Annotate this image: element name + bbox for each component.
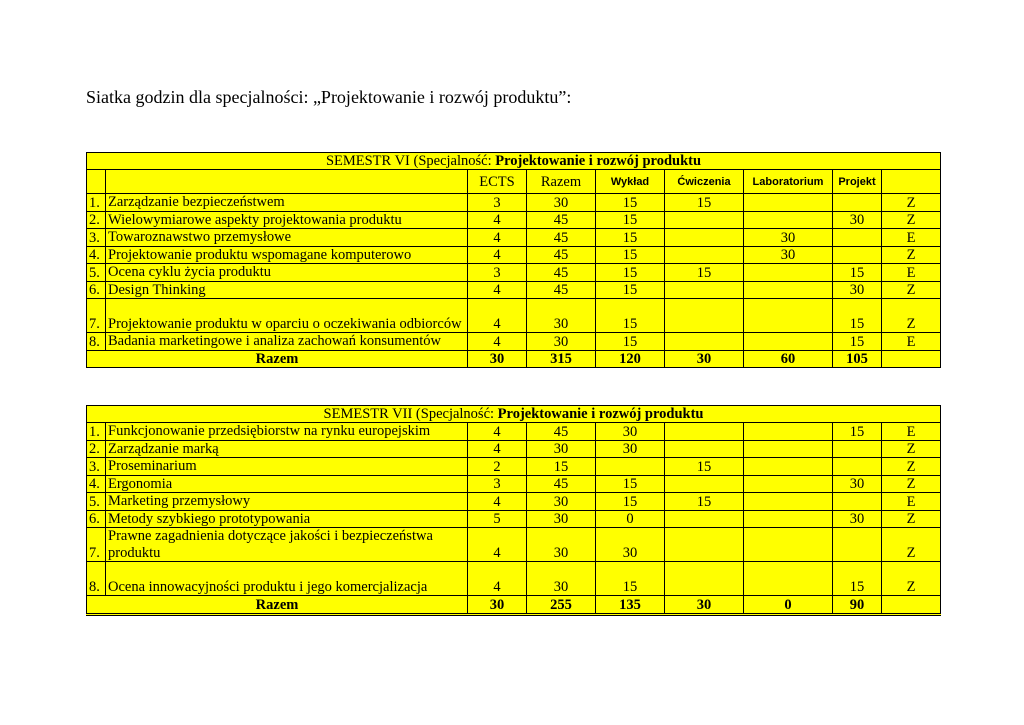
razem-value: 45 (527, 423, 596, 441)
table-row (87, 423, 941, 441)
sum-razem: 255 (527, 596, 596, 614)
razem-value: 15 (527, 458, 596, 476)
semester-6-table (86, 152, 941, 368)
cwiczenia-value (665, 528, 744, 562)
col-cwiczenia: Ćwiczenia (665, 170, 744, 194)
wyklad-value: 15 (596, 194, 665, 212)
subject-name: Marketing przemysłowy (106, 493, 468, 511)
razem-value: 45 (527, 475, 596, 493)
wyklad-value: 15 (596, 493, 665, 511)
sum-razem: 315 (527, 350, 596, 367)
razem-value: 30 (527, 528, 596, 562)
table-row (87, 211, 941, 229)
laboratorium-value (744, 423, 833, 441)
row-number: 4. (87, 246, 106, 264)
table-row (87, 281, 941, 299)
sum-label: Razem (87, 350, 468, 367)
wyklad-value: 15 (596, 299, 665, 333)
ects-value: 4 (468, 333, 527, 351)
ects-value: 4 (468, 281, 527, 299)
projekt-value: 15 (833, 562, 882, 596)
table-row (87, 333, 941, 351)
laboratorium-value (744, 281, 833, 299)
semester-7-rows (87, 423, 941, 596)
row-number: 8. (87, 562, 106, 596)
table-row (87, 475, 941, 493)
projekt-value (833, 440, 882, 458)
cwiczenia-value: 15 (665, 194, 744, 212)
wyklad-value: 15 (596, 475, 665, 493)
razem-value: 30 (527, 562, 596, 596)
zaliczenie-value: Z (882, 458, 941, 476)
ects-value: 3 (468, 194, 527, 212)
subject-name: Projektowanie produktu wspomagane komputerowo (106, 246, 468, 264)
table-row (87, 229, 941, 247)
wyklad-value: 30 (596, 440, 665, 458)
laboratorium-value (744, 493, 833, 511)
row-number: 2. (87, 211, 106, 229)
table-row (87, 528, 941, 562)
wyklad-value (596, 458, 665, 476)
table-row (87, 562, 941, 596)
table-row (87, 299, 941, 333)
ects-value: 4 (468, 229, 527, 247)
cwiczenia-value (665, 229, 744, 247)
subject-name: Zarządzanie bezpieczeństwem (106, 194, 468, 212)
projekt-value (833, 493, 882, 511)
projekt-value: 30 (833, 510, 882, 528)
semester-6-title-bold: Projektowanie i rozwój produktu (495, 153, 702, 170)
wyklad-value: 15 (596, 211, 665, 229)
subject-name: Design Thinking (106, 281, 468, 299)
row-number: 2. (87, 440, 106, 458)
projekt-value (833, 246, 882, 264)
laboratorium-value (744, 528, 833, 562)
laboratorium-value (744, 211, 833, 229)
subject-name: Prawne zagadnienia dotyczące jakości i bezpieczeństwa produktu (106, 528, 468, 562)
semester-6-header (87, 153, 941, 170)
cwiczenia-value (665, 440, 744, 458)
razem-value: 45 (527, 246, 596, 264)
cwiczenia-value (665, 246, 744, 264)
zaliczenie-value: Z (882, 528, 941, 562)
subject-name: Badania marketingowe i analiza zachowań konsumentów (106, 333, 468, 351)
row-number: 8. (87, 333, 106, 351)
wyklad-value: 15 (596, 246, 665, 264)
col-ects: ECTS (468, 170, 527, 194)
laboratorium-value: 30 (744, 246, 833, 264)
table-row (87, 194, 941, 212)
zaliczenie-value: Z (882, 211, 941, 229)
ects-value: 3 (468, 264, 527, 282)
sum-laboratorium: 60 (744, 350, 833, 367)
cwiczenia-value: 15 (665, 493, 744, 511)
zaliczenie-value: Z (882, 246, 941, 264)
razem-value: 45 (527, 229, 596, 247)
laboratorium-value (744, 510, 833, 528)
cwiczenia-value (665, 281, 744, 299)
cwiczenia-value: 15 (665, 458, 744, 476)
cwiczenia-value (665, 333, 744, 351)
ects-value: 4 (468, 528, 527, 562)
ects-value: 4 (468, 423, 527, 441)
sum-wyklad: 135 (596, 596, 665, 614)
subject-name: Zarządzanie marką (106, 440, 468, 458)
subject-name: Ocena innowacyjności produktu i jego komercjalizacja (106, 562, 468, 596)
zaliczenie-value: Z (882, 562, 941, 596)
semester-6-rows (87, 194, 941, 351)
sum-wyklad: 120 (596, 350, 665, 367)
wyklad-value: 15 (596, 333, 665, 351)
ects-value: 4 (468, 493, 527, 511)
subject-name: Projektowanie produktu w oparciu o oczekiwania odbiorców (106, 299, 468, 333)
projekt-value (833, 458, 882, 476)
cwiczenia-value (665, 510, 744, 528)
wyklad-value: 15 (596, 562, 665, 596)
projekt-value: 15 (833, 299, 882, 333)
col-laboratorium: Laboratorium (744, 170, 833, 194)
zaliczenie-value: E (882, 264, 941, 282)
zaliczenie-value: Z (882, 299, 941, 333)
semester-6-title-prefix: SEMESTR VI (Specjalność: (325, 153, 496, 170)
zaliczenie-value: E (882, 493, 941, 511)
wyklad-value: 0 (596, 510, 665, 528)
wyklad-value: 30 (596, 528, 665, 562)
zaliczenie-value: E (882, 229, 941, 247)
row-number: 5. (87, 264, 106, 282)
laboratorium-value (744, 299, 833, 333)
cwiczenia-value (665, 475, 744, 493)
laboratorium-value: 30 (744, 229, 833, 247)
razem-value: 30 (527, 440, 596, 458)
row-number: 1. (87, 423, 106, 441)
zaliczenie-value: Z (882, 281, 941, 299)
sum-projekt: 90 (833, 596, 882, 614)
ects-value: 4 (468, 562, 527, 596)
sum-laboratorium: 0 (744, 596, 833, 614)
cwiczenia-value: 15 (665, 264, 744, 282)
cwiczenia-value (665, 562, 744, 596)
razem-value: 45 (527, 281, 596, 299)
zaliczenie-value: Z (882, 194, 941, 212)
ects-value: 4 (468, 246, 527, 264)
ects-value: 3 (468, 475, 527, 493)
laboratorium-value (744, 333, 833, 351)
col-razem: Razem (527, 170, 596, 194)
wyklad-value: 15 (596, 281, 665, 299)
semester-6-sum-row (87, 350, 941, 367)
laboratorium-value (744, 194, 833, 212)
razem-value: 45 (527, 264, 596, 282)
laboratorium-value (744, 440, 833, 458)
table-row (87, 510, 941, 528)
sum-ects: 30 (468, 350, 527, 367)
subject-name: Towaroznawstwo przemysłowe (106, 229, 468, 247)
projekt-value (833, 229, 882, 247)
table-row (87, 246, 941, 264)
laboratorium-value (744, 562, 833, 596)
row-number: 1. (87, 194, 106, 212)
razem-value: 30 (527, 333, 596, 351)
sum-cwiczenia: 30 (665, 350, 744, 367)
table-row (87, 440, 941, 458)
subject-name: Ocena cyklu życia produktu (106, 264, 468, 282)
wyklad-value: 15 (596, 229, 665, 247)
razem-value: 30 (527, 194, 596, 212)
wyklad-value: 30 (596, 423, 665, 441)
razem-value: 30 (527, 299, 596, 333)
semester-7-header (87, 406, 941, 423)
projekt-value (833, 528, 882, 562)
subject-name: Proseminarium (106, 458, 468, 476)
razem-value: 30 (527, 493, 596, 511)
projekt-value: 30 (833, 211, 882, 229)
projekt-value: 30 (833, 281, 882, 299)
col-wyklad: Wykład (596, 170, 665, 194)
laboratorium-value (744, 264, 833, 282)
cwiczenia-value (665, 423, 744, 441)
subject-name: Funkcjonowanie przedsiębiorstw na rynku europejskim (106, 423, 468, 441)
row-number: 7. (87, 299, 106, 333)
projekt-value: 30 (833, 475, 882, 493)
cwiczenia-value (665, 211, 744, 229)
row-number: 6. (87, 510, 106, 528)
ects-value: 4 (468, 211, 527, 229)
semester-7-sum-row (87, 596, 941, 614)
sum-cwiczenia: 30 (665, 596, 744, 614)
zaliczenie-value: E (882, 333, 941, 351)
laboratorium-value (744, 458, 833, 476)
subject-name: Metody szybkiego prototypowania (106, 510, 468, 528)
projekt-value: 15 (833, 264, 882, 282)
sum-label: Razem (87, 596, 468, 614)
row-number: 5. (87, 493, 106, 511)
ects-value: 4 (468, 440, 527, 458)
semester-7-title-prefix: SEMESTR VII (Specjalność: (323, 406, 498, 423)
page-title: Siatka godzin dla specjalności: „Projektowanie i rozwój produktu”: (86, 87, 572, 107)
table-row (87, 264, 941, 282)
zaliczenie-value: E (882, 423, 941, 441)
projekt-value: 15 (833, 423, 882, 441)
row-number: 3. (87, 458, 106, 476)
sum-projekt: 105 (833, 350, 882, 367)
ects-value: 4 (468, 299, 527, 333)
semester-7-table (86, 405, 941, 616)
ects-value: 5 (468, 510, 527, 528)
row-number: 4. (87, 475, 106, 493)
table-row (87, 458, 941, 476)
laboratorium-value (744, 475, 833, 493)
projekt-value: 15 (833, 333, 882, 351)
wyklad-value: 15 (596, 264, 665, 282)
row-number: 6. (87, 281, 106, 299)
ects-value: 2 (468, 458, 527, 476)
razem-value: 45 (527, 211, 596, 229)
zaliczenie-value: Z (882, 440, 941, 458)
sum-ects: 30 (468, 596, 527, 614)
semester-7-title-bold: Projektowanie i rozwój produktu (497, 406, 704, 423)
col-projekt: Projekt (833, 170, 882, 194)
projekt-value (833, 194, 882, 212)
row-number: 7. (87, 528, 106, 562)
subject-name: Wielowymiarowe aspekty projektowania produktu (106, 211, 468, 229)
cwiczenia-value (665, 299, 744, 333)
table-row (87, 493, 941, 511)
zaliczenie-value: Z (882, 510, 941, 528)
razem-value: 30 (527, 510, 596, 528)
zaliczenie-value: Z (882, 475, 941, 493)
column-header-row (87, 170, 941, 194)
subject-name: Ergonomia (106, 475, 468, 493)
row-number: 3. (87, 229, 106, 247)
